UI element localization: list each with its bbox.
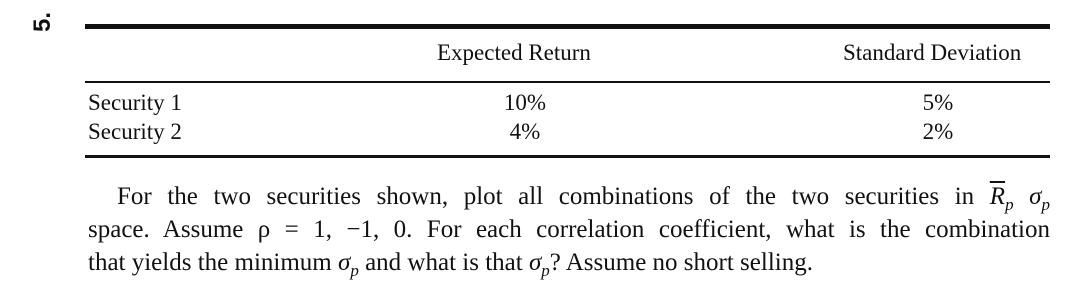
cell-security-1-standard-deviation: 5%	[922, 90, 954, 115]
question-line-3-part-b: and what is that	[365, 249, 523, 276]
header-expected-return: Expected Return	[437, 40, 591, 65]
question-line-3-part-c: ? Assume no short selling.	[549, 249, 813, 276]
question-line-3-part-a: that yields the minimum	[88, 249, 332, 276]
sigma-subscript: p	[1041, 195, 1051, 214]
table-header-rule	[85, 81, 1050, 83]
question-line-2: space. Assume ρ = 1, −1, 0. For each correlation coefficient, what is the combination	[88, 216, 1050, 243]
question-text	[88, 180, 1050, 279]
r-subscript: p	[1005, 195, 1014, 214]
cell-security-2-standard-deviation: 2%	[922, 119, 954, 144]
sigma-symbol-min: σ	[337, 249, 351, 276]
problem-number: 5.	[29, 12, 56, 33]
sigma-value-subscript: p	[541, 261, 550, 280]
sigma-min-subscript: p	[350, 261, 359, 280]
question-line-1	[88, 180, 1050, 213]
sigma-symbol: σ	[1029, 183, 1042, 210]
row-label-security-2: Security 2	[88, 119, 182, 144]
row-label-security-1: Security 1	[88, 90, 182, 115]
cell-security-1-expected-return: 10%	[503, 90, 547, 115]
cell-security-2-expected-return: 4%	[509, 119, 541, 144]
table-top-rule	[85, 24, 1050, 29]
sigma-symbol-value: σ	[528, 249, 542, 276]
question-line-1-text: For the two securities shown, plot all combinations of the two securities in	[117, 183, 975, 210]
r-bar-symbol: $\overline{R}$	[989, 183, 1006, 210]
table-bottom-rule	[85, 155, 1050, 158]
question-line-3	[88, 246, 1050, 279]
header-standard-deviation: Standard Deviation	[843, 40, 1022, 65]
